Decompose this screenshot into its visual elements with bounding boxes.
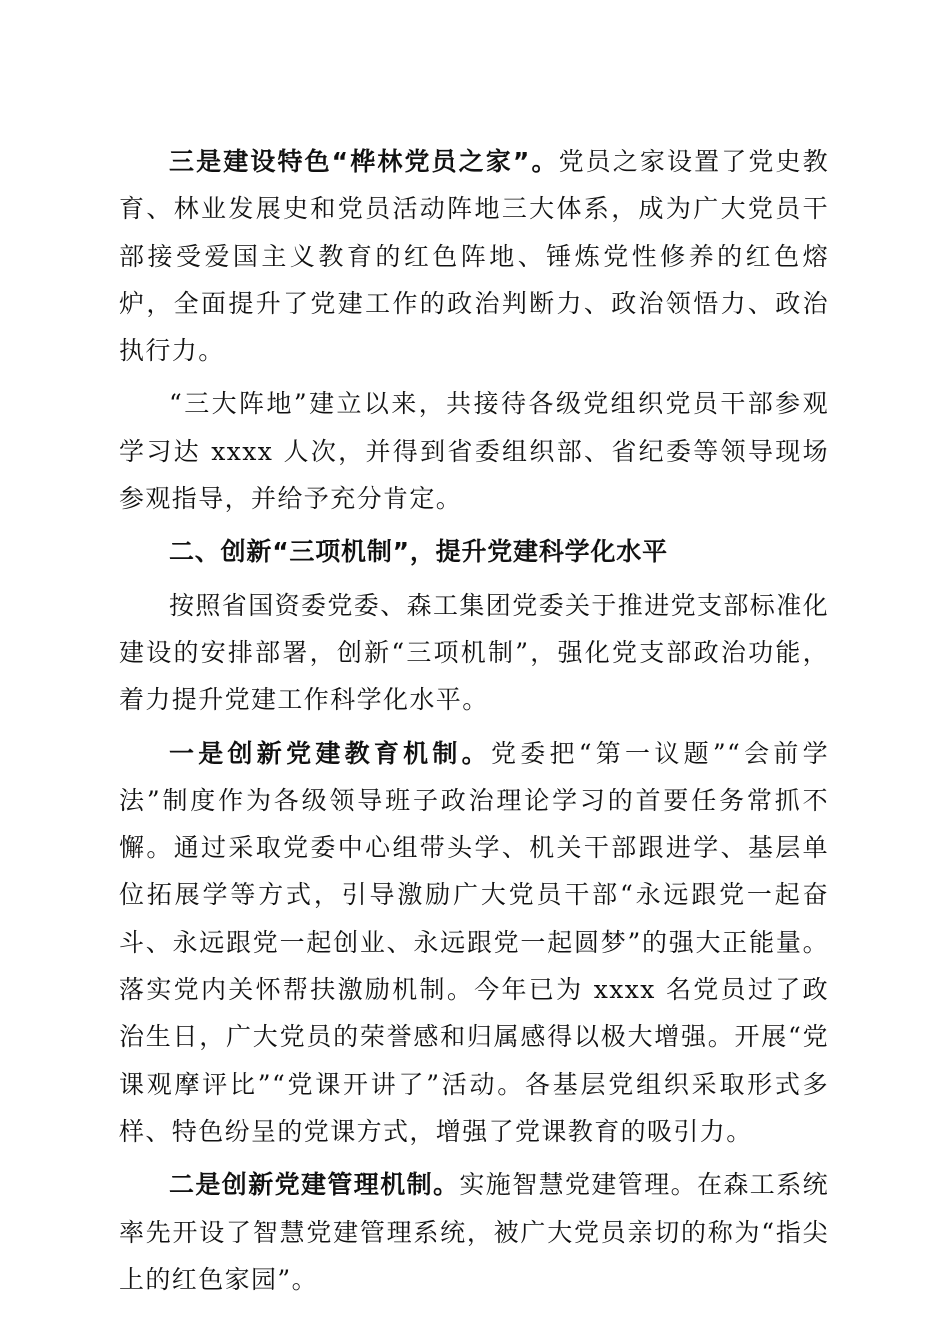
paragraph-lead: 一是创新党建教育机制。 (169, 738, 491, 768)
paragraph-text: 实施智慧党建管理。在森工系统率先开设了智慧党建管理系统，被广大党员亲切的称为“指尖上的红色家园”。 (119, 1170, 830, 1294)
section-heading: 二、创新“三项机制”，提升党建科学化水平 (169, 537, 668, 567)
paragraph-lead: 三是建设特色“桦林党员之家”。 (169, 147, 559, 176)
paragraph-party-member-home (119, 138, 829, 374)
paragraph-text: 党员之家设置了党史教育、林业发展史和党员活动阵地三大体系，成为广大党员干部接受爱国主义教育的红色阵地、锤炼党性修养的红色熔炉，全面提升了党建工作的政治判断力、政治领悟力、政治执行力。 (119, 147, 829, 366)
document-body (119, 138, 829, 1309)
paragraph-lead: 二是创新党建管理机制。 (169, 1170, 460, 1200)
paragraph-management-mechanism (119, 1161, 829, 1303)
paragraph-education-mechanism (119, 730, 829, 1156)
paragraph-three-positions: “三大阵地”建立以来，共接待各级党组织党员干部参观学习达 xxxx 人次，并得到省委组织部、省纪委等领导现场参观指导，并给予充分肯定。 (119, 389, 829, 514)
paragraph-text: 党委把“第一议题”“会前学法”制度作为各级领导班子政治理论学习的首要任务常抓不懈。通过采取党委中心组带头学、机关干部跟进学、基层单位拓展学等方式，引导激励广大党员干部“永远跟党一起奋斗、永远跟党一起创业、永远跟党一起圆梦”的强大正能量。落实党内关怀帮扶激励机制。今年已为 xxxx 名党员过了政治生日，广大党员的荣誉感和归属感得以极大增强。开展“党课观摩评比”“党课开讲了”活动。各基层党组织采取形式多样、特色纷呈的党课方式，增强了党课教育的吸引力。 (119, 738, 830, 1146)
paragraph-intro: 按照省国资委党委、森工集团党委关于推进党支部标准化建设的安排部署，创新“三项机制”，强化党支部政治功能，着力提升党建工作科学化水平。 (119, 590, 830, 715)
